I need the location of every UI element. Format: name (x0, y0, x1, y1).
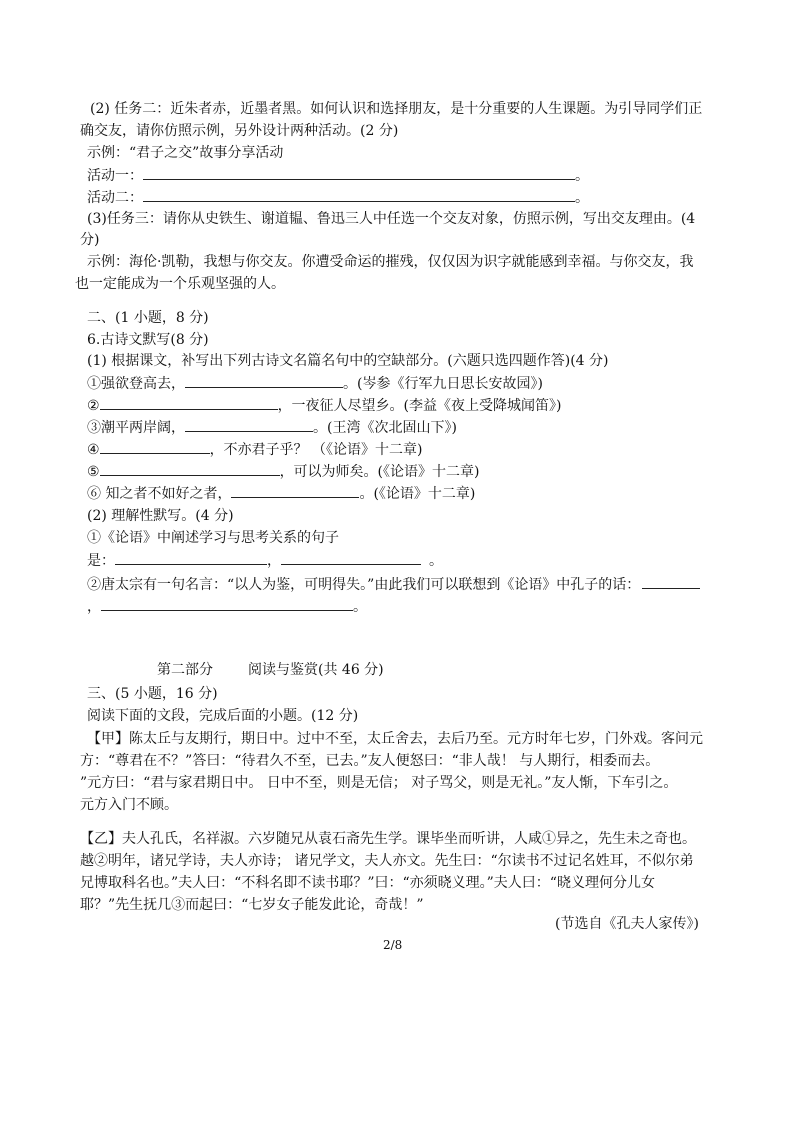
understand-1-line1: ①《论语》中阐述学习与思考关系的句子 (87, 530, 339, 546)
recite-item-3 (87, 417, 457, 438)
task2-example: 示例：“君子之交”故事分享活动 (87, 145, 284, 161)
section2-heading: 二、(1 小题，8 分) (87, 310, 209, 326)
answer-blank[interactable] (231, 483, 359, 498)
task2-line2: 确交友，请你仿照示例，另外设计两种活动。(2 分) (80, 123, 399, 139)
answer-blank[interactable] (281, 550, 421, 565)
part2-title: 第二部分 (157, 662, 213, 678)
activity1 (87, 165, 589, 186)
item-prefix: ⑥ 知之者不如好之者， (87, 486, 232, 502)
activity2-end: 。 (575, 190, 589, 206)
activity1-blank[interactable] (143, 165, 575, 180)
passage-jia-line: 元方入门不顾。 (80, 797, 178, 813)
answer-blank[interactable] (100, 461, 280, 476)
passage-yi-line: 越②明年，诸兄学诗，夫人亦诗； 诸兄学文，夫人亦文。先生曰：“尔读书不过记名姓耳，不似尔弟 (80, 853, 694, 869)
answer-blank[interactable] (101, 596, 353, 611)
activity2-blank[interactable] (143, 187, 575, 202)
q6-title: 6.古诗文默写(8 分) (87, 332, 209, 348)
passage-jia-line: 方：“尊君在不？”答曰：“待君久不至，已去。”友人便怒曰：“非人哉！ 与人期行，相委而去。 (80, 753, 660, 769)
passage-yi-line: 【乙】夫人孔氏，名祥淑。六岁随兄从袁石斋先生学。课毕坐而听讲，人咸①异之，先生未之奇也。 (80, 831, 696, 847)
recite-item-6 (87, 483, 475, 504)
item-prefix: ①强欲登高去， (87, 376, 185, 392)
recite-item-1 (87, 373, 543, 394)
answer-blank[interactable] (185, 417, 313, 432)
answer-blank[interactable] (185, 373, 343, 388)
u2-end: 。 (353, 599, 367, 615)
answer-blank[interactable] (100, 439, 210, 454)
task3-line2: 分) (80, 232, 100, 248)
passage-yi-line: 兄博取科名也。”夫人曰：“不科名即不读书耶？”曰：“亦须晓义理。”夫人曰：“晓义理何分儿女 (80, 875, 655, 891)
section3-intro: 阅读下面的文段，完成后面的小题。(12 分) (87, 708, 359, 724)
recite-item-2 (87, 395, 562, 416)
section3-heading: 三、(5 小题，16 分) (87, 686, 218, 702)
passage-jia-line: 【甲】陈太丘与友期行，期日中。过中不至，太丘舍去，去后乃至。元方时年七岁，门外戏。客问元 (87, 731, 703, 747)
item-suffix: ，一夜征人尽望乡。(李益《夜上受降城闻笛》) (277, 398, 562, 414)
task2-line1: (2) 任务二：近朱者赤，近墨者黑。如何认识和选择朋友，是十分重要的人生课题。为引导同学们正 (90, 101, 703, 117)
task3-example-line2: 也一定能成为一个乐观坚强的人。 (75, 276, 285, 292)
item-suffix: 。(岑参《行军九日思长安故园》) (343, 376, 543, 392)
item-suffix: ，不亦君子乎？ （《论语》十二章) (209, 442, 423, 458)
answer-blank[interactable] (642, 574, 700, 589)
u2-text: ②唐太宗有一句名言：“以人为鉴，可明得失。”由此我们可以联想到《论语》中孔子的话： (87, 577, 641, 593)
understand-2-line2 (87, 596, 367, 617)
activity2-label: 活动二： (87, 190, 143, 206)
item-prefix: ⑤ (87, 464, 100, 480)
item-prefix: ④ (87, 442, 100, 458)
q6-sub2: (2) 理解性默写。(4 分) (87, 508, 234, 524)
page-number: 2/8 (383, 938, 403, 952)
item-prefix: ② (87, 398, 100, 414)
u1-prefix: 是： (87, 553, 115, 569)
activity1-label: 活动一： (87, 168, 143, 184)
understand-2-line1 (87, 574, 700, 595)
answer-blank[interactable] (115, 550, 267, 565)
activity1-end: 。 (575, 168, 589, 184)
item-suffix: 。(《论语》十二章) (359, 486, 476, 502)
understand-1-line2 (87, 550, 443, 571)
u1-separator: ， (267, 553, 281, 569)
recite-item-4 (87, 439, 422, 460)
task3-example-line1: 示例：海伦·凯勒，我想与你交友。你遭受命运的摧残，仅仅因为识字就能感到幸福。与你交友，我 (87, 254, 694, 270)
item-suffix: ，可以为师矣。(《论语》十二章) (279, 464, 480, 480)
activity2 (87, 187, 589, 208)
recite-item-5 (87, 461, 480, 482)
answer-blank[interactable] (100, 395, 278, 410)
item-suffix: 。(王湾《次北固山下》) (313, 420, 457, 436)
u1-end: 。 (429, 553, 443, 569)
passage-jia-line: ”元方曰：“君与家君期日中。 日中不至，则是无信； 对子骂父，则是无礼。”友人惭，下车引之。 (80, 775, 678, 791)
part2-subtitle: 阅读与鉴赏(共 46 分) (248, 662, 384, 678)
u2-prefix: ， (87, 599, 101, 615)
passage-yi-line: 耶？”先生抚几③而起曰：“七岁女子能发此论，奇哉！” (80, 897, 424, 913)
q6-sub1: (1) 根据课文，补写出下列古诗文名篇名句中的空缺部分。(六题只选四题作答)(4 分) (87, 353, 609, 369)
task3-line1: (3)任务三：请你从史铁生、谢道韫、鲁迅三人中任选一个交友对象，仿照示例，写出交友理由。(4 (87, 211, 696, 227)
item-prefix: ③潮平两岸阔， (87, 420, 185, 436)
passage-source: (节选自《孔夫人家传》) (555, 916, 699, 932)
